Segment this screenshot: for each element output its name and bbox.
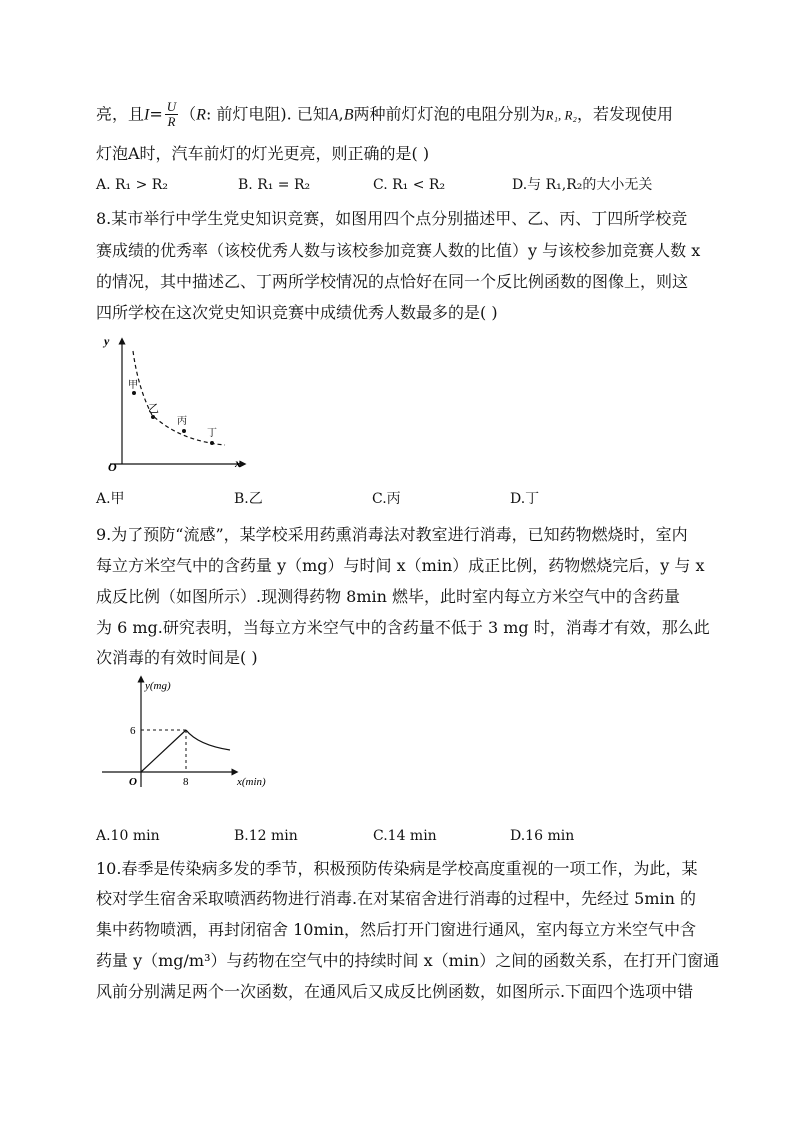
q10-line-3: 集中药物喷洒，再封闭宿舍 10min，然后打开门窗进行通风，室内每立方米空气中含 (96, 920, 697, 939)
q8-point-jia (132, 391, 136, 395)
q7-option-a: A. R₁ > R₂ (96, 177, 168, 193)
formula-I: I (144, 106, 150, 124)
q9-option-d: D.16 min (510, 828, 575, 844)
q8-option-d: D.丁 (510, 491, 540, 507)
q8-point-ding (210, 441, 214, 445)
q7-option-b: B. R₁ = R₂ (238, 177, 311, 193)
q8-line-2: 赛成绩的优秀率（该校优秀人数与该校参加竞赛人数的比值）y 与该校参加竞赛人数 x (96, 241, 701, 260)
q9-line-1: 9.为了预防“流感”，某学校采用药熏消毒法对教室进行消毒，已知药物燃烧时，室内 (96, 525, 688, 544)
q10-line-5: 风前分别满足两个一次函数，在通风后又成反比例函数，如图所示.下面四个选项中错 (96, 982, 694, 1001)
q9-option-a: A.10 min (96, 828, 160, 844)
q7-line-2: 灯泡A时，汽车前灯的灯光更亮，则正确的是( ) (96, 144, 430, 163)
q8-option-a: A.甲 (96, 491, 125, 507)
formula-fraction (165, 100, 178, 130)
q8-label-ding: 丁 (207, 428, 217, 439)
q9-linear-segment (141, 730, 186, 772)
q7-text-e: ，若发现使用 (576, 104, 673, 124)
q9-x-tick-8: 8 (183, 776, 189, 788)
q9-y-label: y(mg) (145, 680, 171, 692)
q8-label-bing: 丙 (177, 416, 187, 427)
q7-option-c: C. R₁ < R₂ (373, 177, 446, 193)
q8-point-bing (182, 429, 186, 433)
q9-line-3: 成反比例（如图所示）.现测得药物 8min 燃毕，此时室内每立方米空气中的含药量 (96, 587, 681, 606)
q9-inverse-curve (186, 730, 230, 750)
q7-B: B (343, 106, 354, 124)
q7-comma: , (338, 104, 344, 124)
q7-text-b: （ (180, 104, 197, 124)
q8-option-c: C.丙 (372, 491, 401, 507)
q9-y-tick-6: 6 (130, 725, 136, 737)
q9-graph (100, 675, 280, 797)
q10-line-2: 校对学生宿舍采取喷洒药物进行消毒.在对某宿舍进行消毒的过程中，先经过 5min 的 (96, 889, 697, 908)
q9-option-c: C.14 min (373, 828, 437, 844)
q8-label-yi: 乙 (148, 403, 159, 415)
q8-point-yi (151, 415, 155, 419)
fraction-denominator: R (167, 114, 176, 130)
q10-line-4: 药量 y（mg/m³）与药物在空气中的持续时间 x（min）之间的函数关系，在打开门窗通 (96, 951, 720, 970)
q9-x-label: x(min) (237, 776, 266, 788)
q9-line-2: 每立方米空气中的含药量 y（mg）与时间 x（min）成正比例，药物燃烧完后，y 与 x (96, 556, 705, 575)
q7-R: R (196, 106, 206, 124)
q9-line-5: 次消毒的有效时间是( ) (96, 648, 258, 667)
q8-origin: O (108, 460, 117, 474)
q9-origin: O (129, 776, 137, 788)
q7-resistances: R₁, R₂ (545, 107, 577, 123)
q7-line-1 (96, 100, 673, 130)
q8-option-b: B.乙 (234, 491, 263, 507)
q7-A: A (328, 106, 339, 124)
q8-line-1: 8.某市举行中学生党史知识竞赛，如图用四个点分别描述甲、乙、丙、丁四所学校竞 (96, 209, 688, 228)
q8-label-jia: 甲 (128, 380, 138, 391)
q7-option-d: D.与 R₁,R₂的大小无关 (512, 177, 653, 193)
formula-eq: = (149, 104, 163, 124)
q8-line-4: 四所学校在这次党史知识竞赛中成绩优秀人数最多的是( ) (96, 303, 498, 322)
q7-text-a: 亮，且 (96, 104, 145, 124)
q9-line-4: 为 6 mg.研究表明，当每立方米空气中的含药量不低于 3 mg 时，消毒才有效，那么此 (96, 618, 710, 637)
q10-line-1: 10.春季是传染病多发的季节，积极预防传染病是学校高度重视的一项工作，为此，某 (96, 859, 698, 878)
q8-line-3: 的情况，其中描述乙、丁两所学校情况的点恰好在同一个反比例函数的图像上，则这 (96, 272, 689, 291)
q8-y-label: y (104, 334, 110, 348)
q8-x-label: x (235, 456, 241, 470)
q7-text-c: : 前灯电阻). 已知 (205, 104, 329, 124)
q7-text-d: 两种前灯灯泡的电阻分别为 (353, 104, 546, 124)
q8-graph (100, 333, 260, 475)
q9-option-b: B.12 min (234, 828, 298, 844)
fraction-numerator: U (166, 99, 177, 114)
